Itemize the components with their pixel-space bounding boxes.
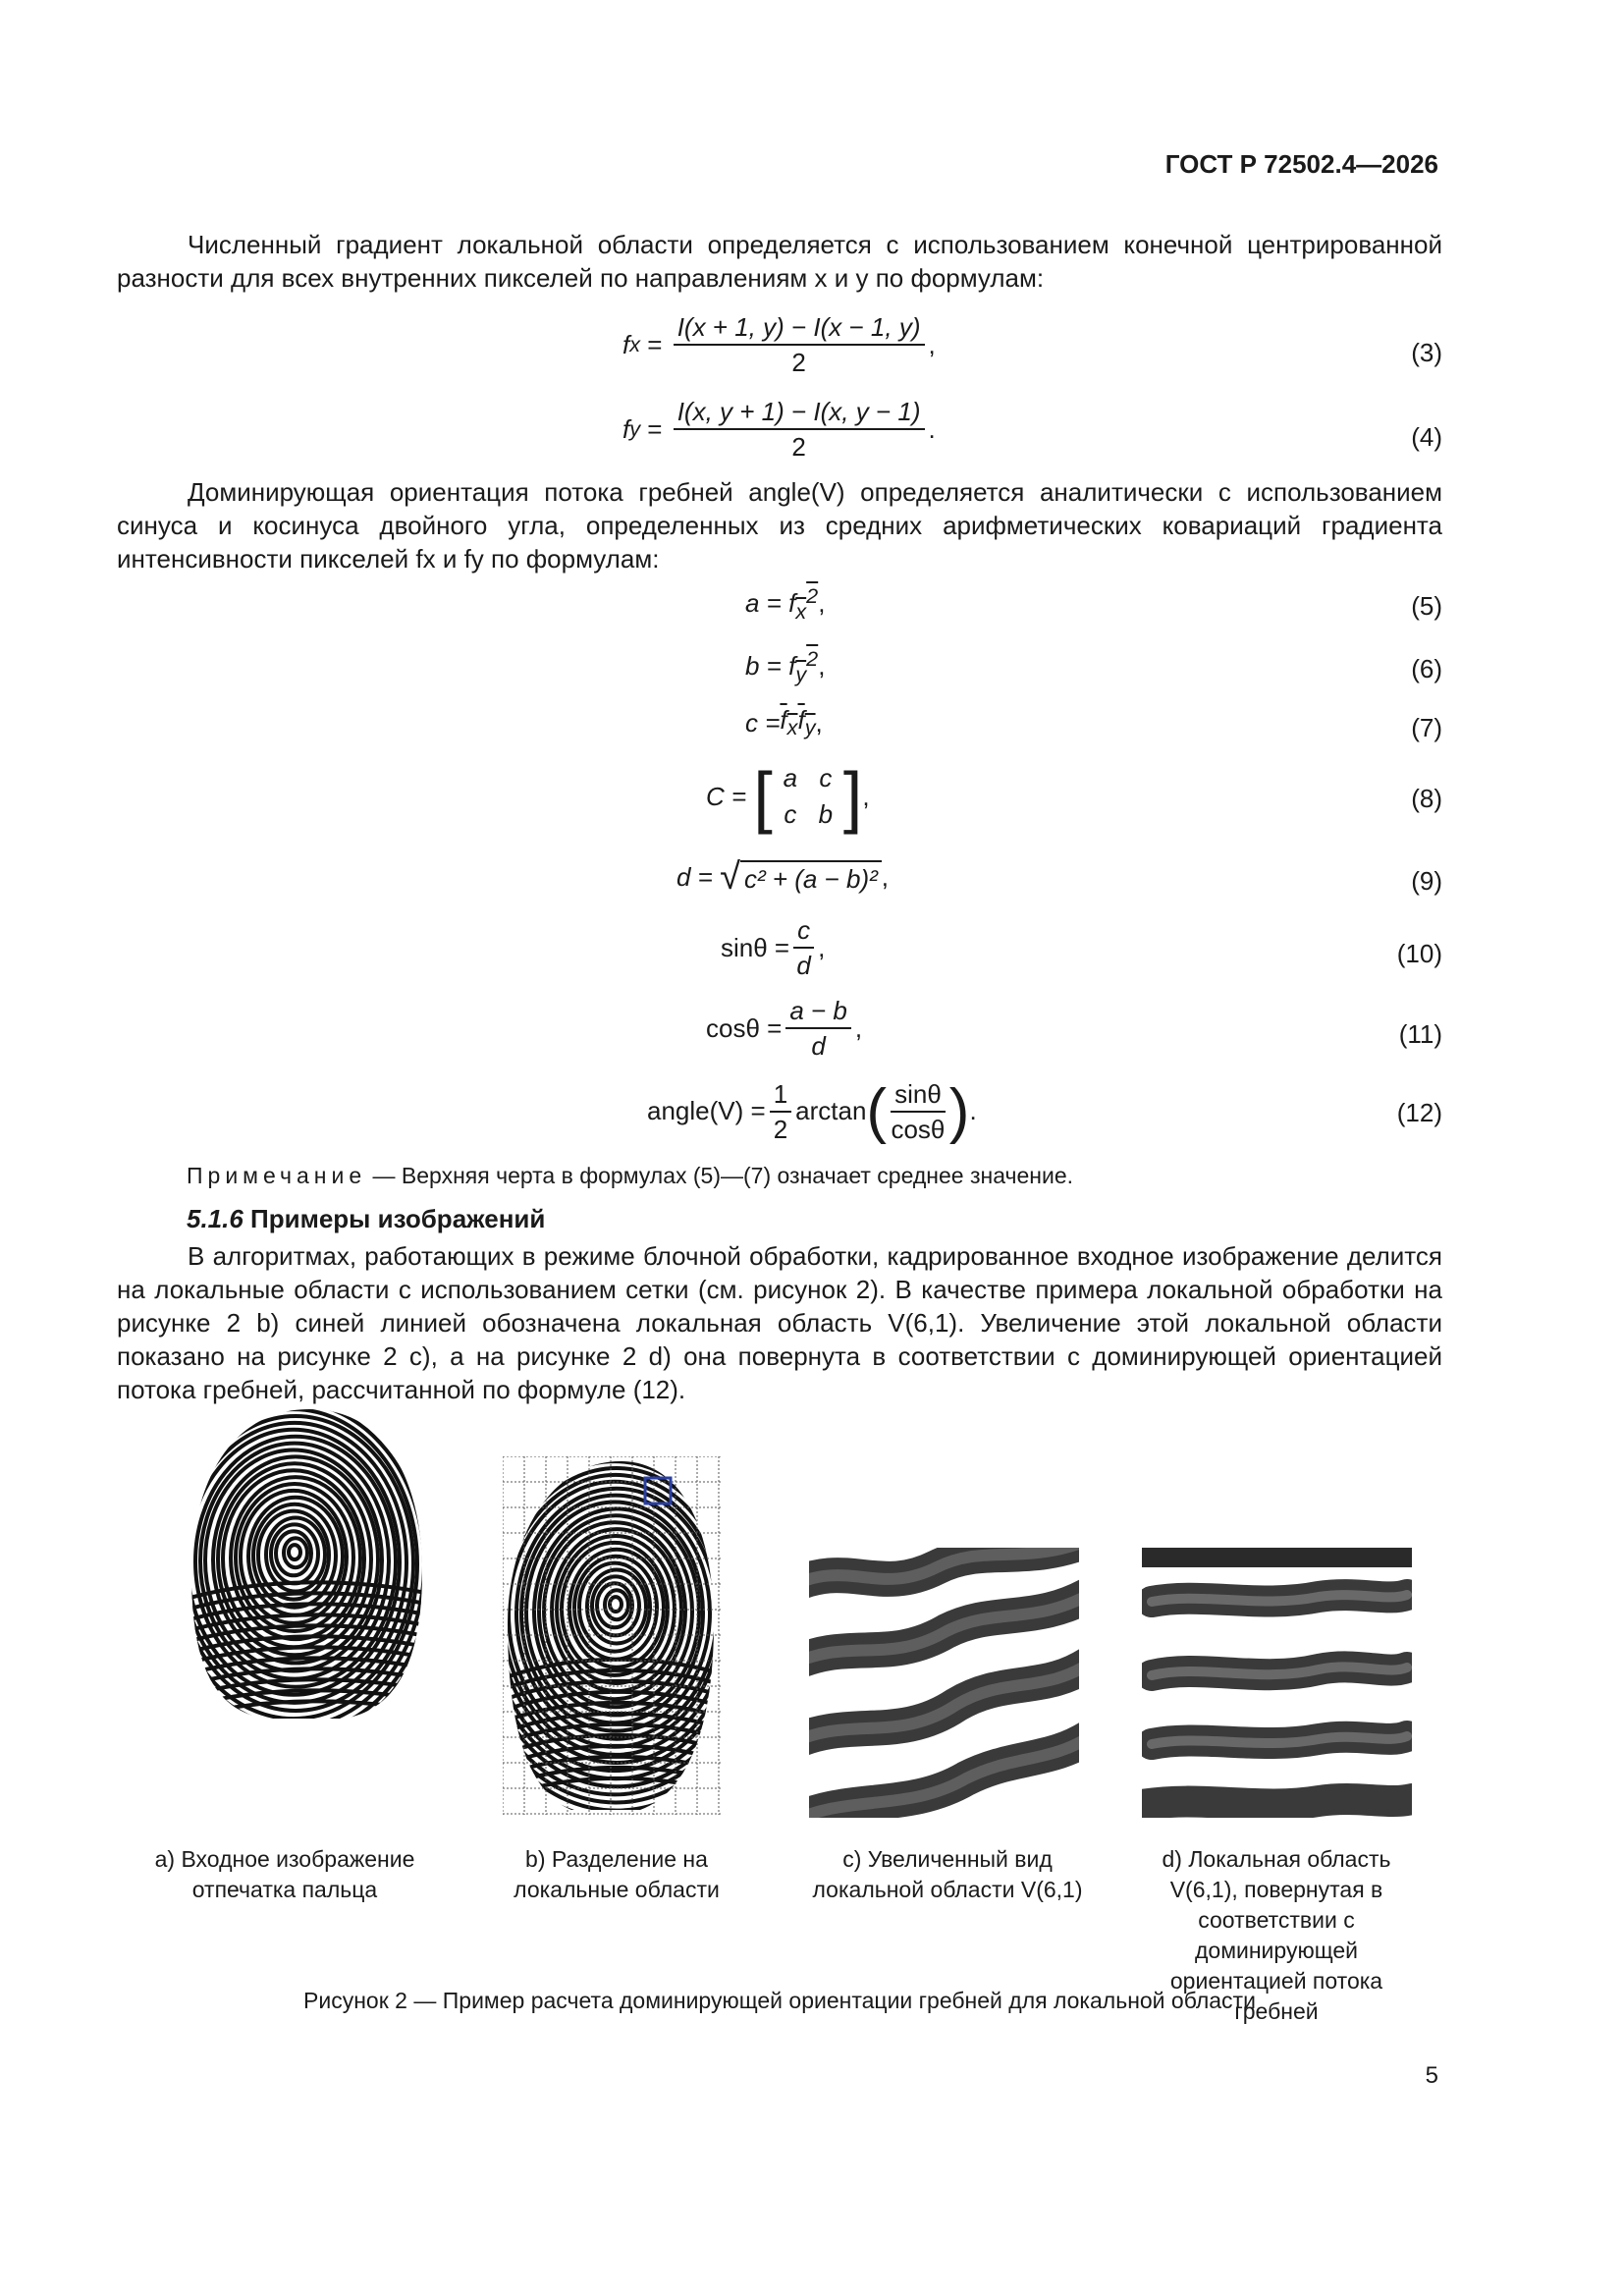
equation-9: d = √ c² + (a − b)² , (9) [676, 856, 1442, 898]
equation-6: b = f $_y^2$ , (6) [745, 646, 1442, 686]
matrix-C: [ a c c b ] [753, 758, 863, 835]
ridge [610, 1597, 622, 1612]
equation-number: (9) [1411, 866, 1442, 896]
fingerprint-grid-image-b [503, 1456, 721, 1815]
fingerprint-image-a [177, 1394, 442, 1728]
section-heading: 5.1.6 Примеры изображений [187, 1204, 546, 1233]
figure-title: Рисунок 2 — Пример расчета доминирующей ориентации гребней для локальной области [303, 1988, 1256, 2013]
equation-number: (11) [1398, 1019, 1442, 1049]
equation-10: sinθ = $\frac{c}{d}$ , (10) [721, 915, 1442, 980]
equation-number: (12) [1396, 1098, 1442, 1127]
equation-number: (7) [1411, 713, 1442, 742]
intro-paragraph: Численный градиент локальной области определяется с использованием конечной центрированной разности для всех внутренних пикселей по направлениям x и y по формулам: [117, 230, 1442, 293]
dominant-paragraph: Доминирующая ориентация потока гребней angle(V) определяется аналитически с использованием синуса и косинуса двойного угла, определенных из средних арифметических ковариаций градиента интенсивности пикселей fx и fy по формулам: [117, 477, 1442, 574]
figure-caption-a: a) Входное изображение отпечатка пальца [154, 1846, 415, 1902]
equation-3: f x = $\frac{I(x + 1, y) - I(x - 1, y)}{2}$ , (3) [622, 312, 1442, 377]
figure-caption-b: b) Разделение на локальные области [514, 1846, 720, 1902]
zoomed-region-image-c [809, 1548, 1079, 1818]
equation-7: c = $f_xf_y$ , (7) [745, 705, 1442, 742]
equation-number: (8) [1411, 784, 1442, 813]
note: Примечание — Верхняя черта в формулах (5)—(7) означает среднее значение. [187, 1163, 1074, 1188]
equation-12: angle(V) = $\frac{1}{2}$ arctan ( $\frac{\sin\theta}{\cos\theta}$ ) . (12) [647, 1077, 1442, 1145]
ridge [289, 1545, 300, 1559]
section-paragraph: В алгоритмах, работающих в режиме блочной обработки, кадрированное входное изображение делится на локальные области с использованием сетки (см. рисунок 2). В качестве примера локальной обработки на рисунке 2 b) синей линией обозначена локальная область V(6,1). Увеличение этой локальной области показано на рисунке 2 c), а на рисунке 2 d) она повернута в соответствии с доминирующей ориентацией потока гребней, рассчитанной по формуле (12). [117, 1241, 1442, 1404]
equation-4: f y = $\frac{I(x, y + 1) - I(x, y - 1)}{2}$ . (4) [622, 397, 1442, 462]
equation-number: (3) [1411, 338, 1442, 367]
rotated-region-image-d [1142, 1548, 1412, 1818]
equation-number: (6) [1411, 654, 1442, 683]
equation-number: (5) [1411, 591, 1442, 621]
equation-5: a = f $_x^2$ , (5) [745, 583, 1442, 624]
equation-number: (4) [1411, 422, 1442, 452]
document-number: ГОСТ Р 72502.4—2026 [1164, 149, 1438, 179]
page-number: 5 [1425, 2062, 1438, 2089]
equation-number: (10) [1396, 939, 1442, 968]
equation-11: cosθ = $\frac{a - b}{d}$ , (11) [706, 996, 1442, 1061]
equation-8: C = [ a c c b ] , (8) [706, 758, 1442, 835]
figure-caption-c: c) Увеличенный вид локальной области V(6,1) [812, 1846, 1083, 1902]
figure-caption-d: d) Локальная область V(6,1), повернутая в соответствии с доминирующей ориентацией потока гребней [1162, 1846, 1391, 2024]
